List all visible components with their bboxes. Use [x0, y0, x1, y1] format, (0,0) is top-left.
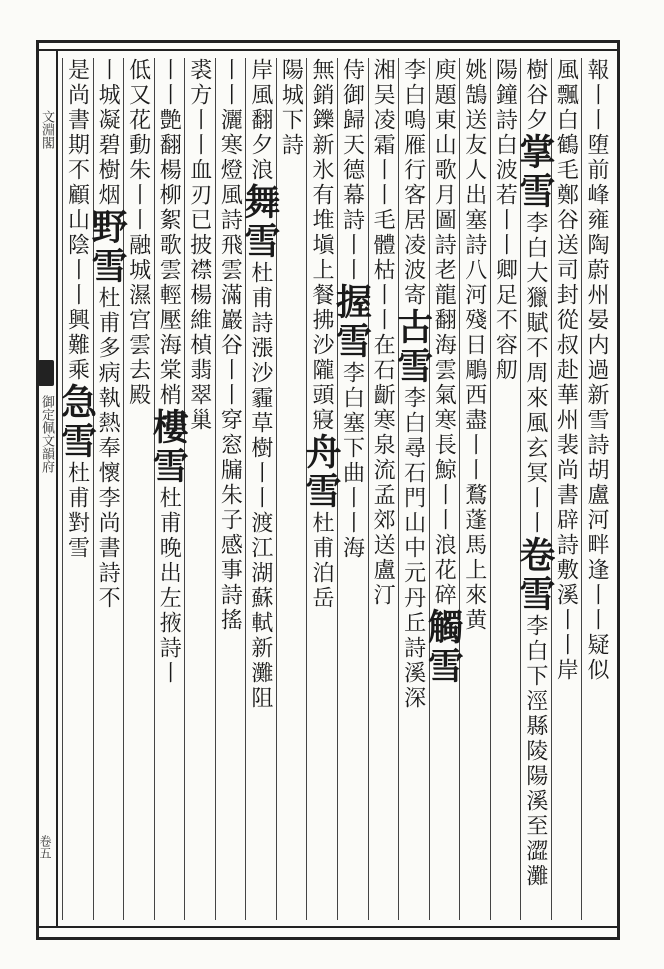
text-column — [184, 58, 215, 920]
entry-text: 杜甫對雪 — [64, 461, 90, 561]
text-column — [55, 58, 98, 920]
text-column — [513, 58, 556, 920]
text-column — [490, 58, 521, 920]
margin-book-title: 御定佩文韻府 — [39, 395, 54, 473]
text-column — [368, 58, 399, 920]
text-column — [299, 58, 342, 920]
bottom-rule — [36, 926, 620, 928]
entry-text: 陽鐘 — [492, 58, 518, 108]
text-column — [86, 58, 129, 920]
text-column — [459, 58, 490, 920]
text-column — [422, 58, 465, 920]
top-rule — [36, 49, 620, 51]
entry-text: 李白尋石門山中元丹丘詩溪深 — [400, 386, 426, 711]
entry-text: 李白大獵賦不周來風玄冥丨丨 — [522, 211, 548, 536]
entry-text: 報丨丨堕前峰雍陶蔚州晏内過新雪詩胡盧河畔逢丨丨疑似 — [583, 58, 609, 683]
headword: 急雪 — [55, 383, 98, 461]
entry-text: 岸風翻夕浪 — [247, 58, 273, 183]
text-column — [238, 58, 281, 920]
text-column — [123, 58, 154, 920]
fold-margin — [36, 50, 58, 926]
headword: 古雪 — [391, 308, 434, 386]
entry-text: 上餐拂沙隴頭寢 — [308, 258, 334, 433]
headword: 舟雪 — [299, 433, 342, 511]
headword: 舞雪 — [238, 183, 281, 261]
entry-text: 詩白波若丨丨卿足不容舠 — [492, 108, 518, 383]
entry-text: 陽城下詩 — [278, 58, 304, 158]
text-column — [581, 58, 612, 920]
fish-tail-mark — [38, 360, 54, 386]
entry-text: 李白下涇縣陵陽溪至澀灘 — [522, 614, 548, 889]
entry-text: 李白鳴雁行客居凌波寄 — [400, 58, 426, 308]
entry-text: 丨丨艶翻楊柳絮歌雲輕壓海棠梢 — [156, 58, 182, 408]
entry-text: 丨丨灑寒燈風詩飛雲滿巖谷丨丨穿窓牖朱子感事詩搖 — [217, 58, 243, 633]
entry-text: 樹谷夕 — [522, 58, 548, 133]
text-column — [391, 58, 434, 920]
entry-text: 杜甫晚出左掖詩丨 — [156, 486, 182, 686]
entry-text: 風飄白鶴毛鄭谷送司封從叔赴華州裴尚書辟詩敷溪丨丨岸 — [553, 58, 579, 683]
entry-text: 杜甫泊岳 — [308, 511, 334, 611]
entry-text: 無銷鑠新氷有堆塡 — [308, 58, 334, 258]
headword: 觸雪 — [422, 608, 465, 686]
entry-text: 姚鵠送友人出塞詩八河殘日鵰西盡丨丨鶩蓬馬上來黄 — [461, 58, 487, 633]
margin-top-label: 文淵閣 — [39, 110, 54, 149]
entry-text: 庾題東山歌月圖詩老龍翻海雲氣寒長鯨丨丨浪花碎 — [431, 58, 457, 608]
entry-text: 是尚書期不顧山陰丨丨興難乘 — [64, 58, 90, 383]
entry-text: 侍御歸天德幕詩丨丨 — [339, 58, 365, 283]
headword: 握雪 — [330, 283, 373, 361]
entry-text: 杜甫詩漲沙霾草樹丨丨渡江湖蘇軾新灘阻 — [247, 261, 273, 711]
margin-page-number: 卷五 — [38, 835, 52, 859]
entry-text: 杜甫多病執熱奉懷李尚書詩不 — [95, 286, 121, 611]
entry-text: 裘方丨丨血刃已披襟楊維楨翡翠巢 — [186, 58, 212, 433]
headword: 卷雪 — [513, 536, 556, 614]
headword: 樓雪 — [147, 408, 190, 486]
text-column — [147, 58, 190, 920]
text-column — [215, 58, 246, 920]
entry-text: 李白塞下曲丨丨海 — [339, 361, 365, 561]
headword: 野雪 — [86, 208, 129, 286]
entry-text: 低又花動朱丨丨融城濕宫雲去殿 — [125, 58, 151, 408]
headword: 掌雪 — [513, 133, 556, 211]
entry-text: 湘吴凌霜丨丨毛體枯丨丨在石齗寒泉流孟郊送盧汀 — [370, 58, 396, 608]
entry-text: 丨城凝碧樹烟 — [95, 58, 121, 208]
